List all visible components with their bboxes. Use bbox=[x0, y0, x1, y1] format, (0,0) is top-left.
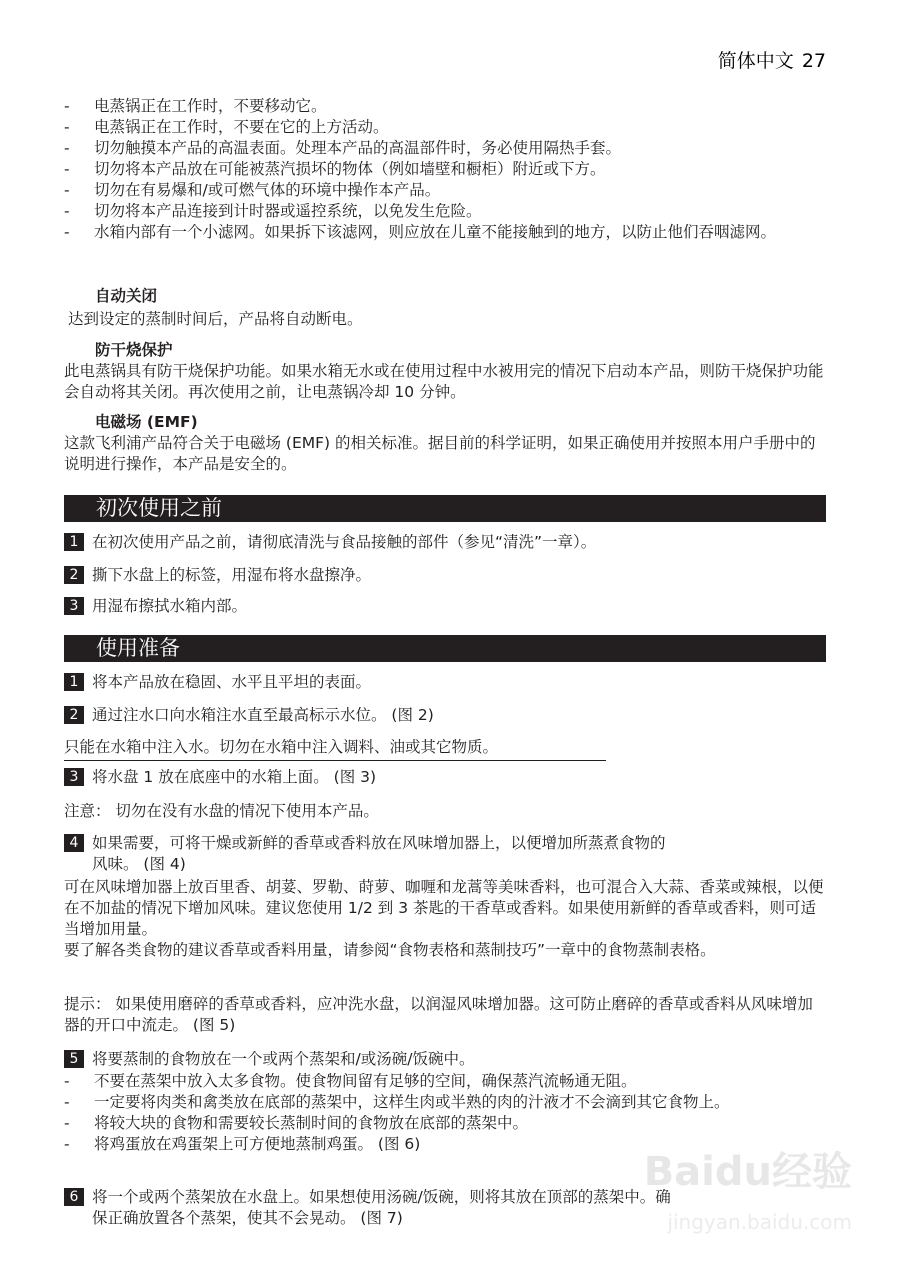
list-item: - 切勿触摸本产品的高温表面。处理本产品的高温部件时，务必使用隔热手套。 bbox=[64, 139, 622, 157]
list-item: - 不要在蒸架中放入太多食物。使食物间留有足够的空间，确保蒸汽流畅通无阻。 bbox=[64, 1072, 637, 1090]
section-title-preparing-for-use: 使用准备 bbox=[64, 635, 826, 662]
herbs-paragraph: 可在风味增加器上放百里香、胡荽、罗勒、莳萝、咖喱和龙蒿等美味香料，也可混合入大蒜、香菜或辣根，以便在不加盐的情况下增加风味。建议您使用 1/2 到 3 茶匙的干香草或香料。如果使用新鲜的香草或香料，则可适当增加用量。 bbox=[64, 878, 824, 938]
list-item: - 一定要将肉类和禽类放在底部的蒸架中，这样生肉或半熟的肉的汁液才不会滴到其它食物上。 bbox=[64, 1093, 730, 1111]
step-item: 3 将水盘 1 放在底座中的水箱上面。 (图 3) bbox=[64, 767, 824, 788]
dry-boil-heading: 防干烧保护 bbox=[95, 341, 173, 359]
page-number: 27 bbox=[801, 50, 826, 72]
section-title-before-first-use: 初次使用之前 bbox=[64, 495, 826, 522]
step-item: 4 如果需要，可将干燥或新鲜的香草或香料放在风味增加器上，以便增加所蒸煮食物的 风味。 (图 4) bbox=[64, 833, 824, 875]
header-language: 简体中文 bbox=[717, 50, 794, 72]
list-item: - 电蒸锅正在工作时，不要在它的上方活动。 bbox=[64, 118, 389, 136]
list-item: - 将较大块的食物和需要较长蒸制时间的食物放在底部的蒸架中。 bbox=[64, 1114, 529, 1132]
emf-body: 这款飞利浦产品符合关于电磁场 (EMF) 的相关标准。据目前的科学证明，如果正确使用并按照本用户手册中的说明进行操作，本产品是安全的。 bbox=[64, 434, 816, 473]
step-item: 3 用湿布擦拭水箱内部。 bbox=[64, 596, 824, 617]
list-item: - 切勿将本产品放在可能被蒸汽损坏的物体（例如墙壁和橱柜）附近或下方。 bbox=[64, 160, 606, 178]
water-only-warning: 只能在水箱中注入水。切勿在水箱中注入调料、油或其它物质。 bbox=[64, 737, 606, 761]
tip-text: 提示： 如果使用磨碎的香草或香料，应冲洗水盘，以润湿风味增加器。这可防止磨碎的香草或香料从风味增加器的开口中流走。 (图 5) bbox=[64, 995, 813, 1034]
safety-bullet-list bbox=[64, 96, 824, 243]
step-item: 1 在初次使用产品之前，请彻底清洗与食品接触的部件（参见“清洗”一章）。 bbox=[64, 532, 824, 553]
auto-off-body: 达到设定的蒸制时间后，产品将自动断电。 bbox=[68, 310, 363, 328]
list-item: - 切勿在有易爆和/或可燃气体的环境中操作本产品。 bbox=[64, 181, 441, 199]
dry-boil-body: 此电蒸锅具有防干烧保护功能。如果水箱无水或在使用过程中水被用完的情况下启动本产品，则防干烧保护功能会自动将其关闭。再次使用之前，让电蒸锅冷却 10 分钟。 bbox=[64, 362, 824, 401]
list-item: - 将鸡蛋放在鸡蛋架上可方便地蒸制鸡蛋。 (图 6) bbox=[64, 1135, 421, 1153]
watermark-logo: Baidu经验 bbox=[643, 1149, 852, 1195]
auto-off-heading: 自动关闭 bbox=[95, 287, 158, 305]
step-item: 5 将要蒸制的食物放在一个或两个蒸架和/或汤碗/饭碗中。 bbox=[64, 1049, 824, 1070]
step-item: 6 将一个或两个蒸架放在水盘上。如果想使用汤碗/饭碗，则将其放在顶部的蒸架中。确 保正确放置各个蒸架，使其不会晃动。 (图 7) bbox=[64, 1187, 824, 1229]
emf-heading: 电磁场 (EMF) bbox=[95, 413, 198, 431]
list-item: - 切勿将本产品连接到计时器或遥控系统，以免发生危险。 bbox=[64, 202, 482, 220]
step-item: 1 将本产品放在稳固、水平且平坦的表面。 bbox=[64, 672, 824, 693]
list-item: - 水箱内部有一个小滤网。如果拆下该滤网，则应放在儿童不能接触到的地方，以防止他们吞咽滤网。 bbox=[64, 223, 777, 241]
step-item: 2 撕下水盘上的标签，用湿布将水盘擦净。 bbox=[64, 565, 824, 586]
herbs-reference-paragraph: 要了解各类食物的建议香草或香料用量，请参阅“食物表格和蒸制技巧”一章中的食物蒸制表格。 bbox=[64, 941, 716, 959]
list-item: - 电蒸锅正在工作时，不要移动它。 bbox=[64, 97, 327, 115]
note-text: 注意： 切勿在没有水盘的情况下使用本产品。 bbox=[64, 802, 379, 820]
page-header bbox=[718, 46, 826, 73]
watermark-url: jingyan.baidu.com bbox=[667, 1210, 852, 1234]
step-item: 2 通过注水口向水箱注水直至最高标示水位。 (图 2) bbox=[64, 705, 824, 726]
